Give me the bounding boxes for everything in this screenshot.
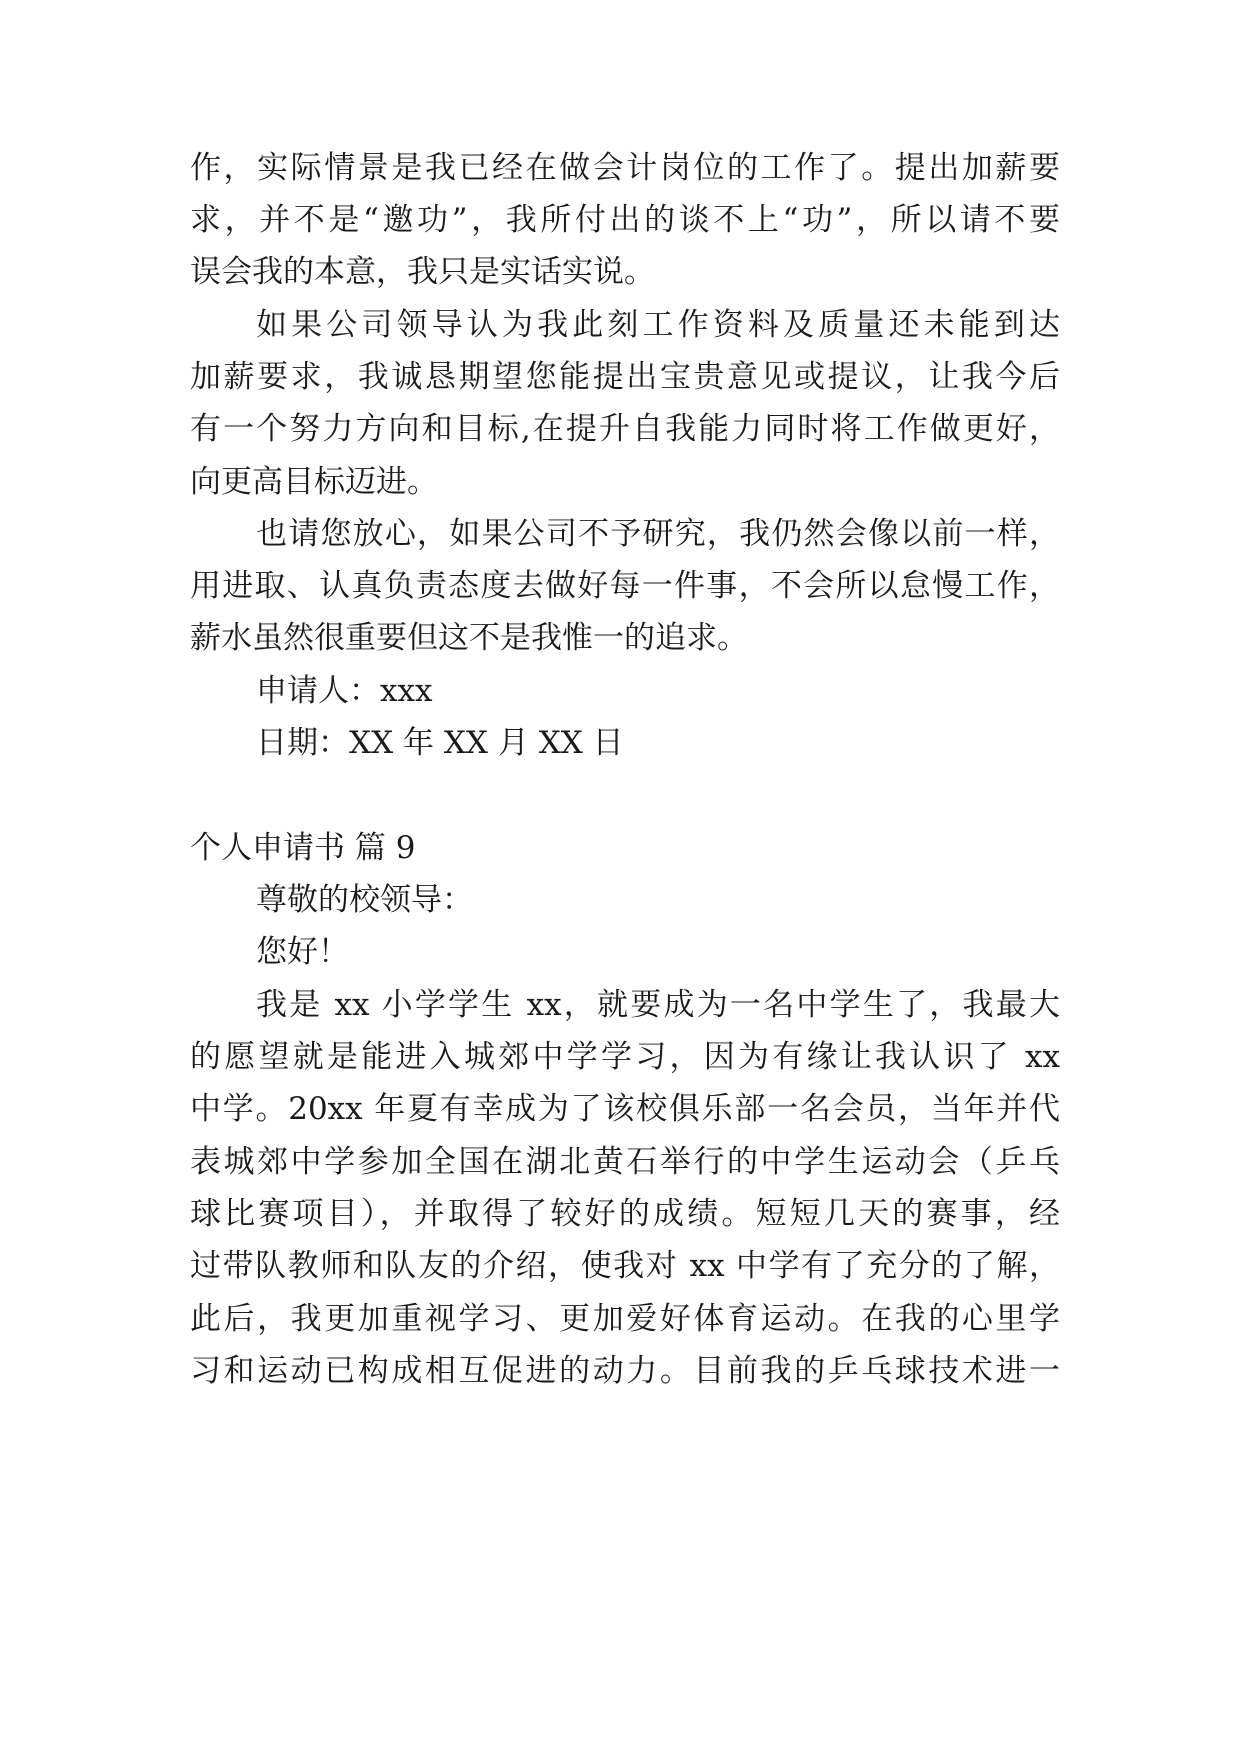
paragraph-line: 此后，我更加重视学习、更加爱好体育运动。在我的心里学	[190, 1301, 1060, 1337]
paragraph-line: 加薪要求，我诚恳期望您能提出宝贵意见或提议，让我今后	[190, 359, 1060, 395]
paragraph-line: 向更高目标迈进。	[190, 464, 438, 500]
paragraph-line: 中学。20xx 年夏有幸成为了该校俱乐部一名会员，当年并代	[190, 1091, 1060, 1127]
paragraph-line: 求，并不是“邀功”，我所付出的谈不上“功”，所以请不要	[190, 202, 1060, 238]
applicant-line: 申请人：xxx	[256, 673, 433, 709]
paragraph-line: 的愿望就是能进入城郊中学学习，因为有缘让我认识了 xx	[190, 1039, 1060, 1075]
paragraph-line: 我是 xx 小学学生 xx，就要成为一名中学生了，我最大	[256, 987, 1060, 1023]
paragraph-line: 表城郊中学参加全国在湖北黄石举行的中学生运动会（乒乓	[190, 1144, 1060, 1180]
paragraph-line: 用进取、认真负责态度去做好每一件事，不会所以怠慢工作，	[190, 568, 1060, 604]
paragraph-line: 有一个努力方向和目标,在提升自我能力同时将工作做更好，	[190, 411, 1060, 447]
paragraph-line: 如果公司领导认为我此刻工作资料及质量还未能到达	[256, 307, 1060, 343]
greeting: 您好！	[256, 934, 349, 970]
salutation: 尊敬的校领导：	[256, 882, 473, 918]
paragraph-line: 作，实际情景是我已经在做会计岗位的工作了。提出加薪要	[190, 150, 1060, 186]
paragraph-line: 过带队教师和队友的介绍，使我对 xx 中学有了充分的了解，	[190, 1248, 1060, 1284]
paragraph-line: 习和运动已构成相互促进的动力。目前我的乒乓球技术进一	[190, 1353, 1060, 1389]
paragraph-line: 薪水虽然很重要但这不是我惟一的追求。	[190, 620, 748, 656]
date-line: 日期：XX 年 XX 月 XX 日	[256, 725, 624, 761]
section-title: 个人申请书 篇 9	[190, 830, 416, 866]
paragraph-line: 球比赛项目），并取得了较好的成绩。短短几天的赛事，经	[190, 1196, 1060, 1232]
paragraph-line: 误会我的本意，我只是实话实说。	[190, 254, 655, 290]
paragraph-line: 也请您放心，如果公司不予研究，我仍然会像以前一样，	[256, 516, 1060, 552]
